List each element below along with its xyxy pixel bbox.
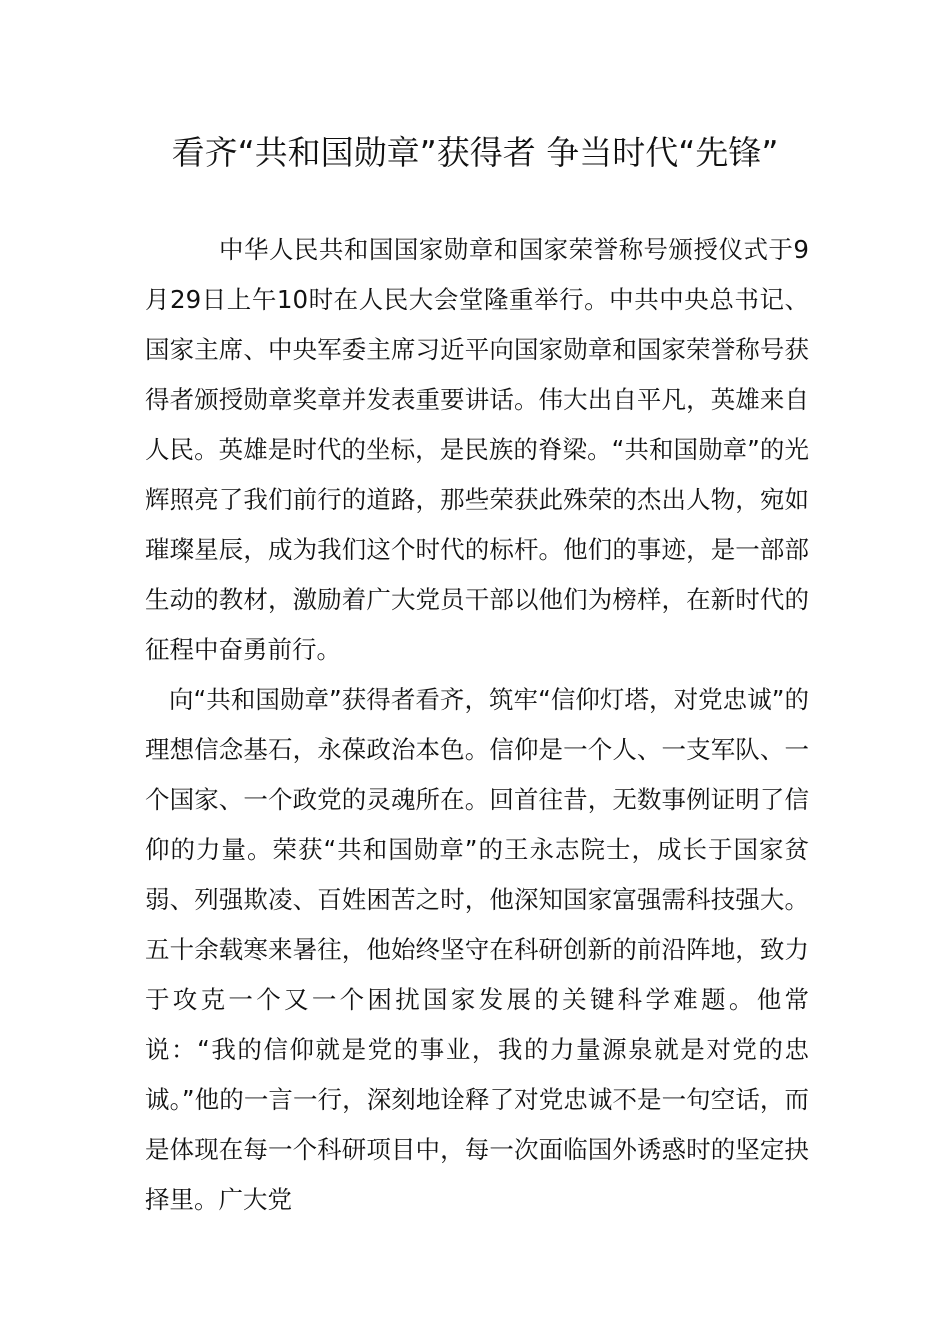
document-title: 看齐“共和国勋章”获得者 争当时代“先锋”	[171, 133, 779, 172]
paragraph-2: 向“共和国勋章”获得者看齐，筑牢“信仰灯塔，对党忠诚”的理想信念基石，永葆政治本色。信仰是一个人、一支军队、一个国家、一个政党的灵魂所在。回首往昔，无数事例证明了信仰的力量。荣获“共和国勋章”的王永志院士，成长于国家贫弱、列强欺凌、百姓困苦之时，他深知国家富强需科技强大。五十余载寒来暑往，他始终坚守在科研创新的前沿阵地，致力于攻克一个又一个困扰国家发展的关键科学难题。他常说：“我的信仰就是党的事业，我的力量源泉就是对党的忠诚。”他的一言一行，深刻地诠释了对党忠诚不是一句空话，而是体现在每一个科研项目中，每一次面临国外诱惑时的坚定抉择里。广大党	[145, 685, 809, 1214]
document-body	[145, 225, 809, 1225]
paragraph-1: 中华人民共和国国家勋章和国家荣誉称号颁授仪式于9月29日上午10时在人民大会堂隆重举行。中共中央总书记、国家主席、中央军委主席习近平向国家勋章和国家荣誉称号获得者颁授勋章奖章并发表重要讲话。伟大出自平凡，英雄来自人民。英雄是时代的坐标，是民族的脊梁。“共和国勋章”的光辉照亮了我们前行的道路，那些荣获此殊荣的杰出人物，宛如璀璨星辰，成为我们这个时代的标杆。他们的事迹，是一部部生动的教材，激励着广大党员干部以他们为榜样，在新时代的征程中奋勇前行。	[145, 235, 809, 664]
